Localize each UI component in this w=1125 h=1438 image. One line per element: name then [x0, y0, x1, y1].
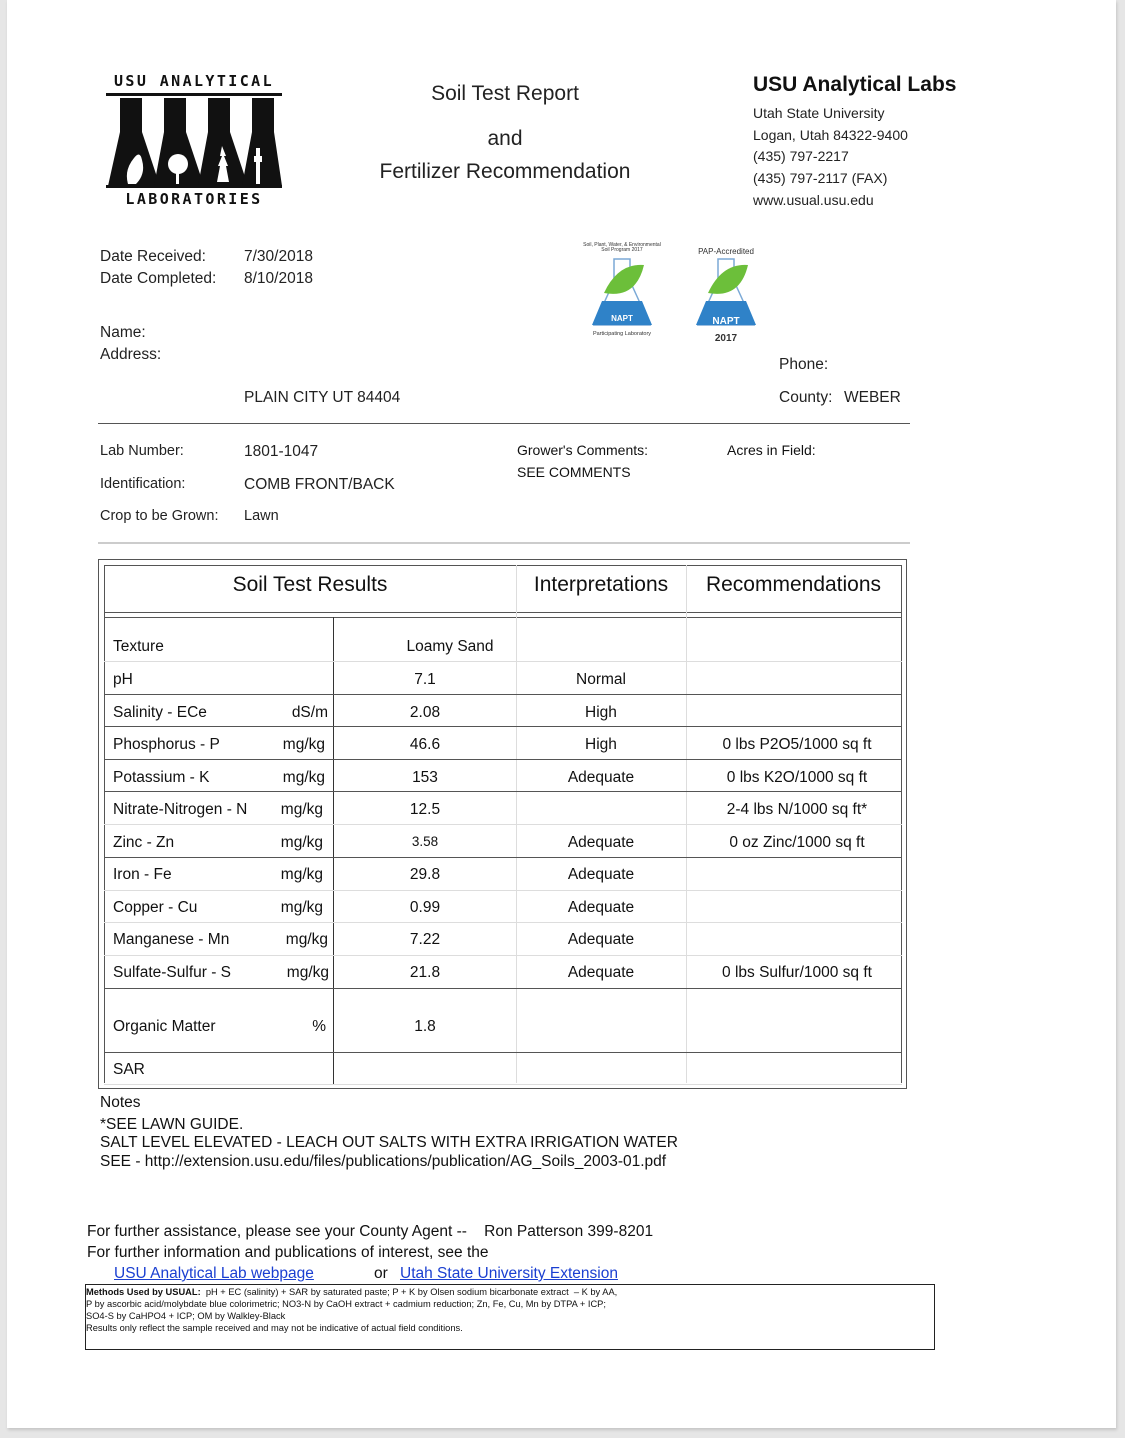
- name-label: Name:: [100, 324, 146, 341]
- title-line-1: Soil Test Report: [431, 82, 579, 105]
- logo-rule-bottom: [106, 185, 282, 188]
- row-unit: mg/kg: [280, 866, 323, 883]
- title-line-3: Fertilizer Recommendation: [379, 160, 631, 183]
- usu-analytical-lab-webpage-link[interactable]: USU Analytical Lab webpage: [114, 1265, 314, 1282]
- header-interpretations: Interpretations: [533, 573, 669, 596]
- table-rule: [104, 694, 902, 695]
- row-unit: mg/kg: [282, 769, 325, 786]
- methods-line-3: SO4-S by CaHPO4 + ICP; OM by Walkley-Black: [86, 1311, 286, 1321]
- title-line-2: and: [487, 127, 523, 150]
- row-name: Salinity - ECe: [113, 704, 207, 721]
- or-text: or: [374, 1265, 388, 1282]
- row-value: 29.8: [409, 866, 441, 883]
- row-value: Loamy Sand: [406, 638, 494, 655]
- grower-comments-value: SEE COMMENTS: [517, 464, 631, 480]
- row-name: Zinc - Zn: [113, 834, 175, 851]
- table-rule: [104, 617, 902, 618]
- row-value: 7.22: [409, 931, 441, 948]
- notes-heading: Notes: [100, 1094, 141, 1111]
- row-name: Copper - Cu: [113, 899, 198, 916]
- table-rule: [104, 988, 902, 989]
- usu-analytical-labs-logo: [104, 72, 284, 210]
- row-interpretation: Adequate: [567, 931, 635, 948]
- row-name: Phosphorus - P: [113, 736, 220, 753]
- row-recommendation: 0 lbs P2O5/1000 sq ft: [722, 736, 872, 753]
- row-recommendation: 2-4 lbs N/1000 sq ft*: [726, 801, 868, 818]
- row-recommendation: 0 lbs K2O/1000 sq ft: [726, 769, 868, 786]
- table-rule: [104, 726, 902, 727]
- row-interpretation: High: [585, 704, 617, 721]
- further-info-line: For further information and publications of interest, see the: [87, 1244, 489, 1261]
- divider: [98, 423, 910, 424]
- lab-number-label: Lab Number:: [100, 443, 184, 459]
- row-unit: mg/kg: [282, 736, 325, 753]
- row-interpretation: Adequate: [567, 866, 635, 883]
- table-rule: [104, 661, 902, 662]
- methods-text: pH + EC (salinity) + SAR by saturated paste; P + K by Olsen sodium bicarbonate extract – K by AA,: [200, 1287, 618, 1297]
- row-value: 21.8: [409, 964, 441, 981]
- logo-rule-top: [106, 93, 282, 96]
- date-received-value: 7/30/2018: [244, 248, 313, 265]
- badge-label: NAPT: [712, 316, 740, 327]
- row-value: 46.6: [409, 736, 441, 753]
- row-name: Iron - Fe: [113, 866, 172, 883]
- row-unit: mg/kg: [280, 899, 323, 916]
- grower-comments-label: Grower's Comments:: [517, 442, 649, 458]
- header-recommendations: Recommendations: [705, 573, 882, 596]
- row-interpretation: Adequate: [567, 834, 635, 851]
- row-unit: mg/kg: [286, 964, 329, 981]
- row-unit: mg/kg: [280, 801, 323, 818]
- lab-phone: (435) 797-2217: [753, 148, 849, 164]
- disclaimer-line: Results only reflect the sample received and may not be indicative of actual field conditions.: [86, 1323, 463, 1333]
- table-rule: [104, 824, 902, 825]
- county-agent-line: For further assistance, please see your County Agent -- Ron Patterson 399-8201: [87, 1223, 654, 1240]
- crop-value: Lawn: [244, 508, 279, 524]
- table-rule: [104, 612, 902, 613]
- row-name: Organic Matter: [113, 1018, 216, 1035]
- row-name: Potassium - K: [113, 769, 210, 786]
- crop-label: Crop to be Grown:: [100, 508, 219, 524]
- county-value: WEBER: [844, 389, 901, 406]
- row-unit: dS/m: [291, 704, 328, 721]
- row-value: 0.99: [409, 899, 441, 916]
- table-rule: [104, 890, 902, 891]
- row-recommendation: 0 lbs Sulfur/1000 sq ft: [722, 964, 872, 981]
- row-name: Nitrate-Nitrogen - N: [113, 801, 248, 818]
- table-rule: [104, 955, 902, 956]
- usu-extension-link[interactable]: Utah State University Extension: [400, 1265, 618, 1282]
- note-line: *SEE LAWN GUIDE.: [100, 1116, 244, 1133]
- row-interpretation: Adequate: [567, 964, 635, 981]
- badge-bottom-text: Participating Laboratory: [592, 331, 652, 337]
- napt-pap-accredited-badge: [684, 247, 768, 347]
- divider: [98, 542, 910, 544]
- table-rule: [104, 759, 902, 760]
- methods-line-1: [86, 1286, 934, 1298]
- row-name: Manganese - Mn: [113, 931, 230, 948]
- lab-fax: (435) 797-2117 (FAX): [753, 170, 888, 186]
- methods-heading: Methods Used by USUAL:: [86, 1287, 201, 1297]
- table-rule: [104, 922, 902, 923]
- row-unit: mg/kg: [280, 834, 323, 851]
- row-name: SAR: [113, 1061, 145, 1078]
- methods-line-2: P by ascorbic acid/molybdate blue colorimetric; NO3-N by CaOH extract + cadmium reduction; Zn, Fe, Cu, Mn by DTPA + ICP;: [86, 1299, 606, 1309]
- logo-top-text: USU ANALYTICAL: [113, 72, 275, 90]
- row-recommendation: 0 oz Zinc/1000 sq ft: [729, 834, 865, 851]
- row-unit: mg/kg: [285, 931, 328, 948]
- table-rule: [104, 791, 902, 792]
- date-received-label: Date Received:: [100, 248, 206, 265]
- row-interpretation: Adequate: [567, 899, 635, 916]
- lab-number-value: 1801-1047: [244, 443, 319, 460]
- date-completed-label: Date Completed:: [100, 270, 217, 287]
- row-interpretation: High: [585, 736, 617, 753]
- identification-value: COMB FRONT/BACK: [244, 476, 395, 493]
- row-interpretation: Normal: [576, 671, 626, 688]
- lab-address: Logan, Utah 84322-9400: [753, 127, 908, 143]
- identification-label: Identification:: [100, 476, 186, 492]
- badge-label: NAPT: [611, 314, 633, 323]
- flask-logo-icon: [106, 98, 282, 186]
- phone-label: Phone:: [779, 356, 829, 373]
- badge-top-text: PAP-Accredited: [698, 247, 754, 256]
- note-line: SEE - http://extension.usu.edu/files/publications/publication/AG_Soils_2003-01.pdf: [100, 1153, 667, 1170]
- lab-name: USU Analytical Labs: [753, 73, 957, 96]
- row-name: pH: [113, 671, 133, 688]
- county-label: County:: [779, 389, 833, 406]
- row-unit: %: [312, 1018, 326, 1035]
- table-rule: [104, 565, 902, 566]
- row-value: 2.08: [409, 704, 441, 721]
- header-soil-test-results: Soil Test Results: [232, 573, 388, 596]
- flask-leaf-icon: [580, 257, 664, 337]
- address-label: Address:: [100, 346, 162, 363]
- row-value: 12.5: [409, 801, 441, 818]
- methods-box: [85, 1284, 935, 1350]
- row-value: 7.1: [414, 671, 436, 688]
- badge-top-text: Soil, Plant, Water, & Environmental Soil Program 2017: [583, 242, 661, 253]
- row-value: 3.58: [411, 834, 439, 849]
- napt-participating-badge: [580, 243, 664, 347]
- badge-bottom-text: 2017: [714, 333, 738, 344]
- table-rule: [104, 1084, 902, 1085]
- row-name: Texture: [113, 638, 164, 655]
- logo-bottom-text: LABORATORIES: [125, 190, 263, 208]
- acres-in-field-label: Acres in Field:: [727, 442, 816, 458]
- lab-university: Utah State University: [753, 105, 885, 121]
- row-value: 153: [412, 769, 438, 786]
- lab-website: www.usual.usu.edu: [753, 192, 874, 208]
- note-line: SALT LEVEL ELEVATED - LEACH OUT SALTS WITH EXTRA IRRIGATION WATER: [100, 1134, 678, 1151]
- row-name: Sulfate-Sulfur - S: [113, 964, 232, 981]
- row-interpretation: Adequate: [567, 769, 635, 786]
- address-city-line: PLAIN CITY UT 84404: [244, 389, 401, 406]
- row-value: 1.8: [414, 1018, 436, 1035]
- table-rule: [104, 857, 902, 858]
- date-completed-value: 8/10/2018: [244, 270, 313, 287]
- table-rule: [104, 1052, 902, 1053]
